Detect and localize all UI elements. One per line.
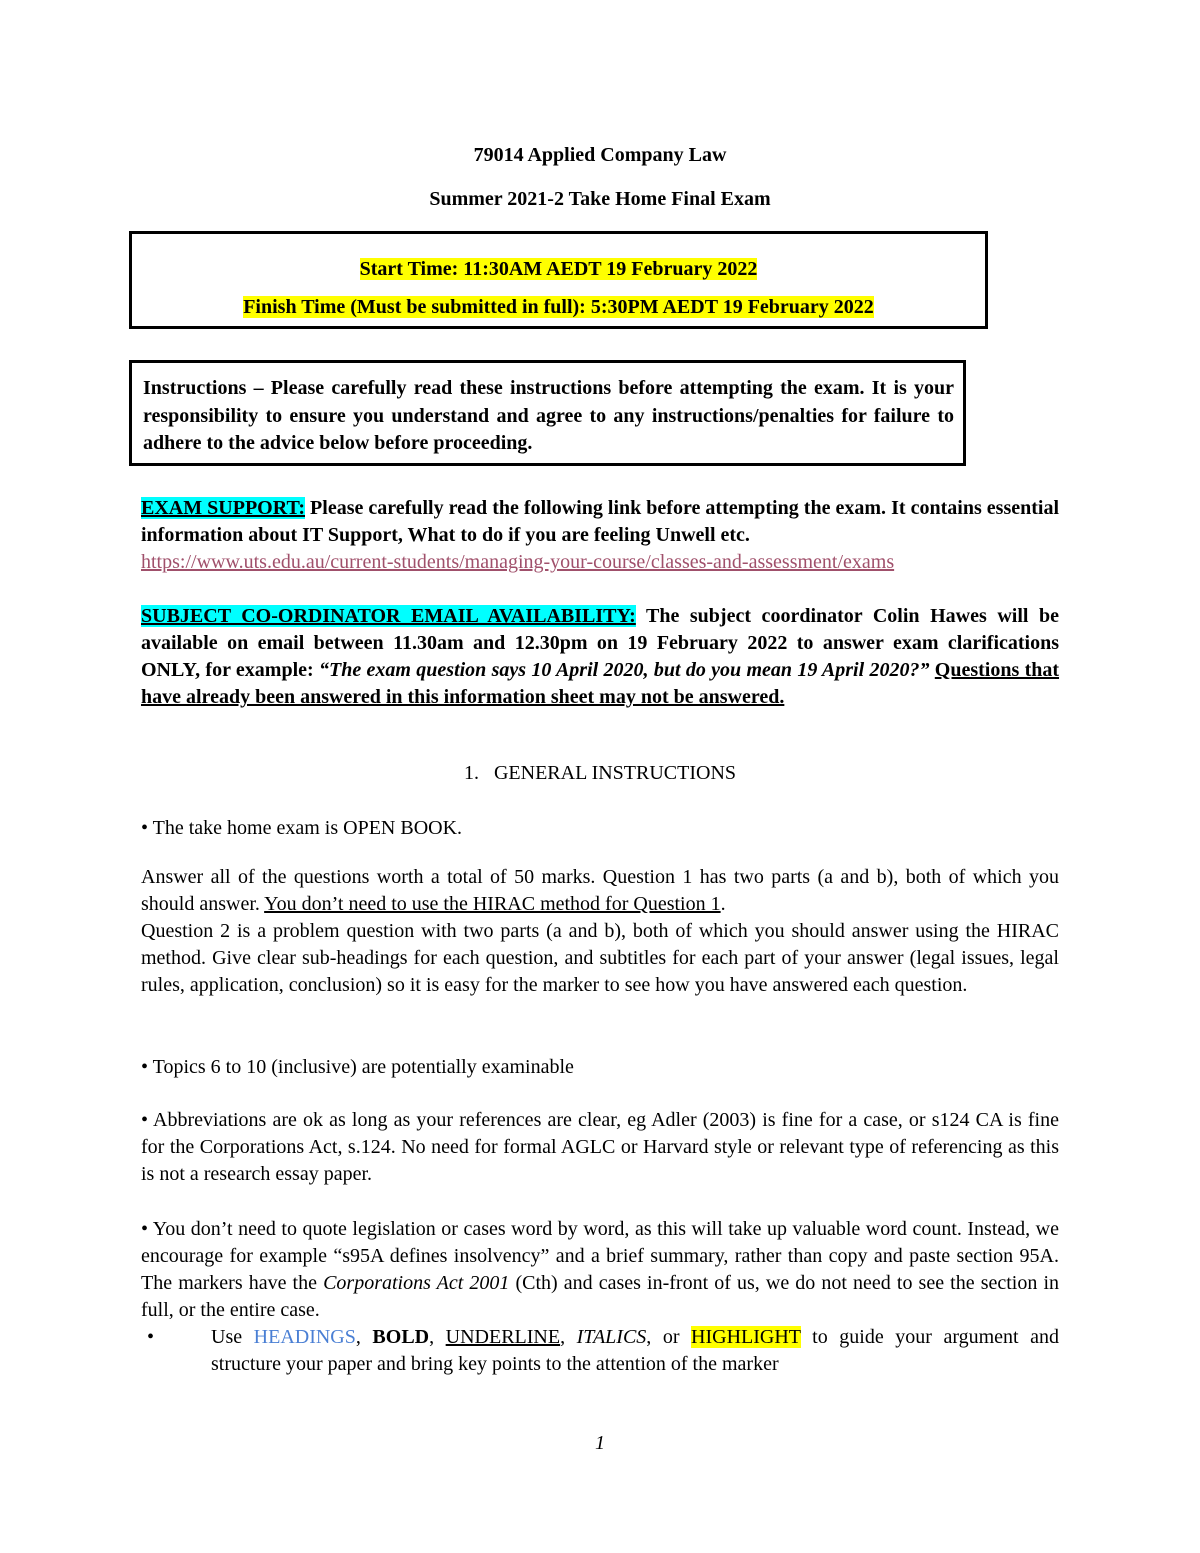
- course-title: 79014 Applied Company Law: [473, 144, 727, 166]
- bullet-icon: •: [147, 1326, 155, 1348]
- underline-word: UNDERLINE: [445, 1326, 561, 1348]
- section-title: GENERAL INSTRUCTIONS: [493, 762, 737, 784]
- open-book-item: • The take home exam is OPEN BOOK.: [141, 817, 463, 839]
- corporations-act: Corporations Act 2001: [323, 1272, 510, 1294]
- coordinator-label: SUBJECT CO-ORDINATOR EMAIL AVAILABILITY:: [141, 605, 636, 627]
- coordinator-example: “The exam question says 10 April 2020, but do you mean 19 April 2020?”: [319, 659, 930, 681]
- sep-4: , or: [646, 1326, 692, 1348]
- exam-support-label: EXAM SUPPORT:: [141, 497, 305, 519]
- answer-all-text: Answer all of the questions worth a total of 50 marks. Question 1 has two parts (a and b), both of which you should answer.: [141, 866, 1059, 915]
- quote-text-b: (Cth) and cases in-front of us, we do not need to see the section in full, or the entire case.: [141, 1272, 1059, 1321]
- sep-2: ,: [429, 1326, 446, 1348]
- sep-1: ,: [355, 1326, 373, 1348]
- exam-times-box: [129, 231, 988, 329]
- answer-all-paragraph: [141, 864, 1059, 918]
- start-time: Start Time: 11:30AM AEDT 19 February 2022: [359, 258, 758, 280]
- use-word: Use: [211, 1326, 254, 1348]
- question-2-paragraph: Question 2 is a problem question with two parts (a and b), both of which you should answer using the HIRAC method. Give clear sub-headings for each question, and subtitles for each part of your answer (legal issues, legal rules, application, conclusion) so it is easy for the marker to see how you have answered each question.: [141, 920, 1059, 996]
- exam-support-text: Please carefully read the following link before attempting the exam. It contains essential information about IT Support, What to do if you are feeling Unwell etc.: [141, 497, 1060, 546]
- style-bullet-rest: to guide your argument and structure your paper and bring key points to the attention of the marker: [211, 1326, 1060, 1375]
- finish-time: Finish Time (Must be submitted in full): 5:30PM AEDT 19 February 2022: [243, 296, 874, 318]
- instructions-box: Instructions – Please carefully read these instructions before attempting the exam. It is your responsibility to ensure you understand and agree to any instructions/penalties for failure to adhere to the advice below before proceeding.: [129, 360, 966, 466]
- style-bullet-text: [211, 1324, 1059, 1378]
- headings-word: HEADINGS: [253, 1326, 356, 1348]
- exam-support-link-row: [141, 549, 1059, 576]
- topics-item: • Topics 6 to 10 (inclusive) are potentially examinable: [141, 1056, 574, 1078]
- abbreviations-item: • Abbreviations are ok as long as your references are clear, eg Adler (2003) is fine for a case, or s124 CA is fine for the Corporations Act, s.124. No need for formal AGLC or Harvard style or relevant type of referencing as this is not a research essay paper.: [141, 1109, 1059, 1185]
- page-number: 1: [595, 1432, 605, 1454]
- coordinator-paragraph: [141, 603, 1059, 711]
- italics-word: ITALICS: [576, 1326, 647, 1348]
- exam-support-paragraph: [141, 495, 1059, 549]
- answer-all-end: .: [720, 893, 726, 915]
- coordinator-note: Questions that have already been answered in this information sheet may not be answered.: [141, 659, 1060, 708]
- highlight-word: HIGHLIGHT: [691, 1326, 801, 1348]
- coordinator-text: The subject coordinator Colin Hawes will be available on email between 11.30am and 12.30pm on 19 February 2022 to answer exam clarifications ONLY, for example:: [141, 605, 1059, 681]
- section-heading: [141, 760, 1059, 787]
- exam-support-link[interactable]: https://www.uts.edu.au/current-students/managing-your-course/classes-and-assessment/exams: [141, 551, 895, 573]
- exam-title: Summer 2021-2 Take Home Final Exam: [429, 188, 771, 210]
- section-number: 1.: [463, 762, 479, 784]
- bold-word: BOLD: [372, 1326, 430, 1348]
- sep-3: ,: [560, 1326, 577, 1348]
- quote-text-a: • You don’t need to quote legislation or cases word by word, as this will take up valuable word count. Instead, we encourage for example “s95A defines insolvency” and a brief summary, rather than copy and paste section 95A. The markers have the: [141, 1218, 1059, 1294]
- quote-item: [141, 1216, 1059, 1324]
- hirac-note: You don’t need to use the HIRAC method for Question 1: [264, 893, 721, 915]
